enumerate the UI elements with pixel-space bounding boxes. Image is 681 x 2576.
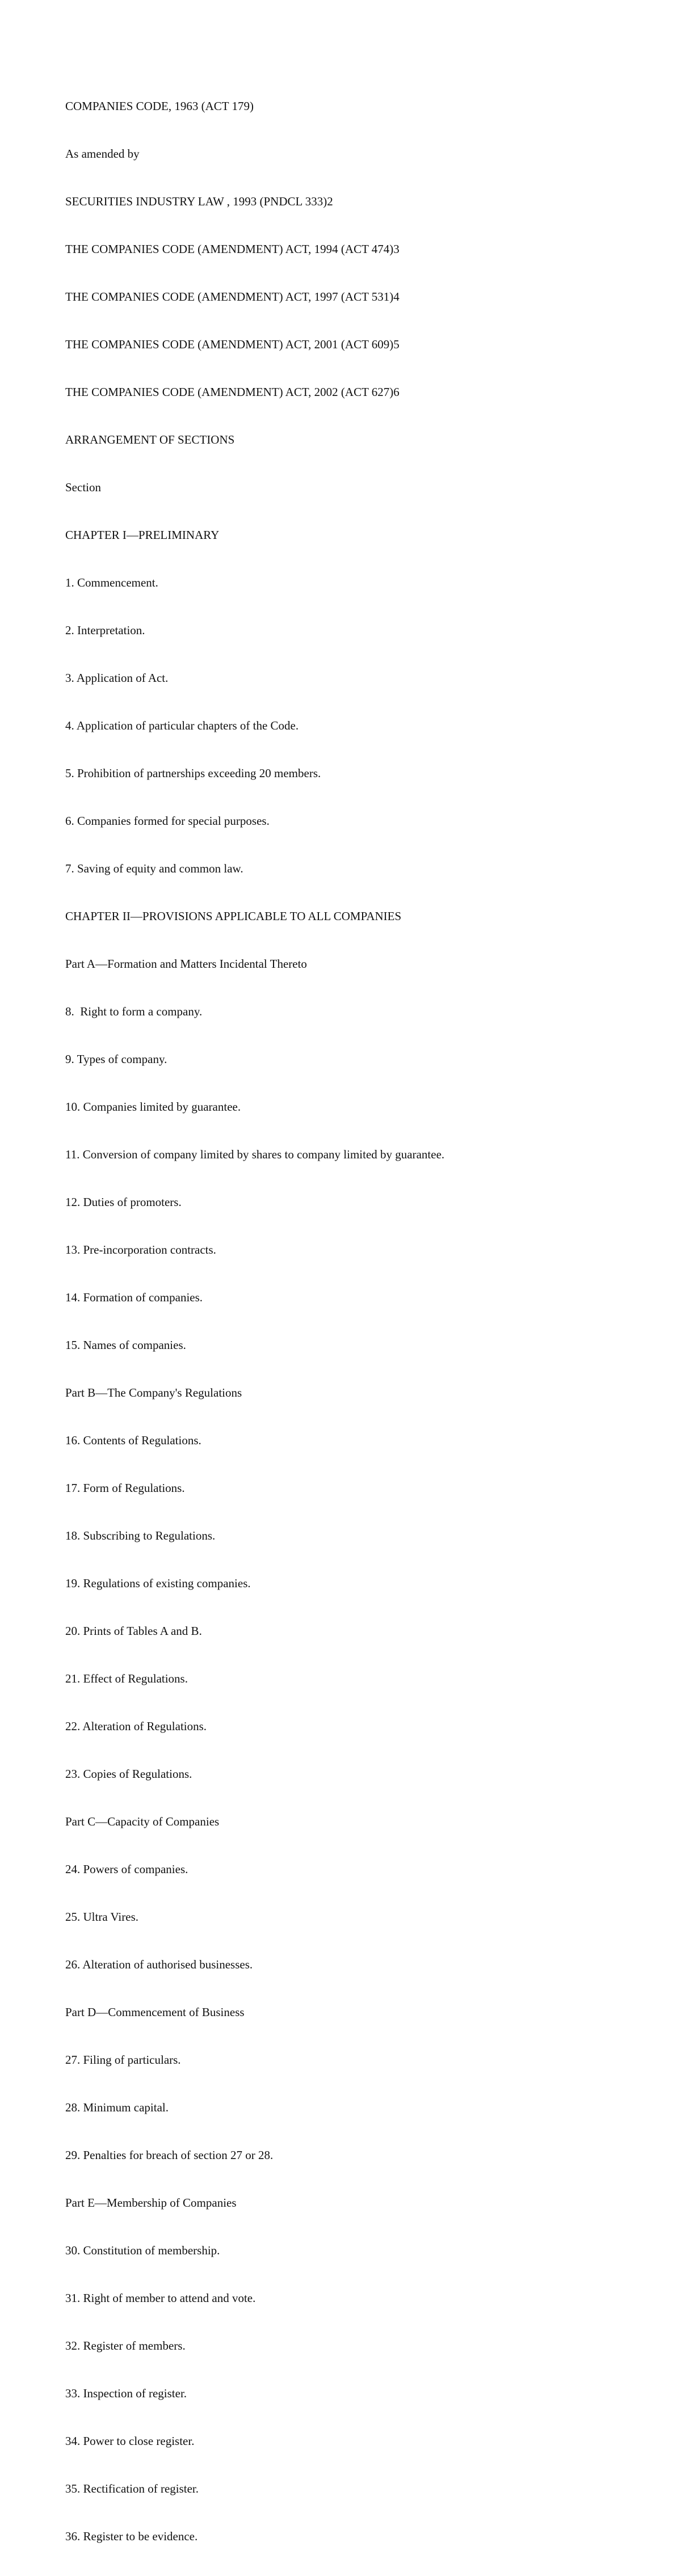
section-entry: 27. Filing of particulars.: [65, 2053, 181, 2067]
section-entry: 31. Right of member to attend and vote.: [65, 2291, 256, 2305]
section-entry: 30. Constitution of membership.: [65, 2244, 220, 2257]
section-entry: 8. Right to form a company.: [65, 1005, 203, 1018]
section-entry: 10. Companies limited by guarantee.: [65, 1100, 241, 1114]
section-entry: 1. Commencement.: [65, 576, 158, 589]
section-entry: 5. Prohibition of partnerships exceeding 20 members.: [65, 766, 321, 780]
section-entry: 6. Companies formed for special purposes.: [65, 814, 270, 828]
document-title: COMPANIES CODE, 1963 (ACT 179): [65, 99, 254, 113]
amendment-line: SECURITIES INDUSTRY LAW , 1993 (PNDCL 333)2: [65, 195, 333, 208]
section-entry: 17. Form of Regulations.: [65, 1481, 185, 1495]
section-entry: 2. Interpretation.: [65, 623, 145, 637]
document-text-lines: [65, 66, 655, 2576]
section-entry: 29. Penalties for breach of section 27 or 28.: [65, 2148, 274, 2162]
section-label: Section: [65, 480, 101, 494]
section-entry: 33. Inspection of register.: [65, 2387, 187, 2400]
section-entry: 36. Register to be evidence.: [65, 2529, 198, 2543]
section-entry: 9. Types of company.: [65, 1052, 167, 1066]
section-entry: 19. Regulations of existing companies.: [65, 1576, 251, 1590]
section-entry: 26. Alteration of authorised businesses.: [65, 1958, 253, 1971]
section-entry: 24. Powers of companies.: [65, 1862, 188, 1876]
section-entry: 20. Prints of Tables A and B.: [65, 1624, 202, 1638]
section-entry: 7. Saving of equity and common law.: [65, 862, 243, 875]
amendment-line: THE COMPANIES CODE (AMENDMENT) ACT, 2002 (ACT 627)6: [65, 385, 400, 399]
section-entry: 15. Names of companies.: [65, 1338, 186, 1352]
section-entry: 14. Formation of companies.: [65, 1291, 203, 1304]
part-heading: Part B—The Company's Regulations: [65, 1386, 242, 1399]
amendment-line: THE COMPANIES CODE (AMENDMENT) ACT, 1994 (ACT 474)3: [65, 242, 400, 256]
section-entry: 28. Minimum capital.: [65, 2101, 169, 2114]
amendment-line: THE COMPANIES CODE (AMENDMENT) ACT, 1997 (ACT 531)4: [65, 290, 400, 303]
chapter-heading: CHAPTER II—PROVISIONS APPLICABLE TO ALL COMPANIES: [65, 909, 402, 923]
chapter-heading: CHAPTER I—PRELIMINARY: [65, 528, 220, 542]
section-entry: 16. Contents of Regulations.: [65, 1434, 201, 1447]
section-entry: 13. Pre-incorporation contracts.: [65, 1243, 216, 1257]
section-entry: 18. Subscribing to Regulations.: [65, 1529, 216, 1542]
section-entry: 34. Power to close register.: [65, 2434, 195, 2448]
amendment-line: THE COMPANIES CODE (AMENDMENT) ACT, 2001 (ACT 609)5: [65, 338, 400, 351]
section-entry: 23. Copies of Regulations.: [65, 1767, 192, 1781]
section-entry: 22. Alteration of Regulations.: [65, 1719, 207, 1733]
section-entry: 3. Application of Act.: [65, 671, 169, 685]
arrangement-heading: ARRANGEMENT OF SECTIONS: [65, 433, 235, 446]
part-heading: Part D—Commencement of Business: [65, 2005, 245, 2019]
section-entry: 21. Effect of Regulations.: [65, 1672, 188, 1685]
amendment-intro: As amended by: [65, 147, 140, 161]
section-entry: 25. Ultra Vires.: [65, 1910, 138, 1924]
section-entry: 35. Rectification of register.: [65, 2482, 199, 2495]
part-heading: Part C—Capacity of Companies: [65, 1815, 220, 1828]
section-entry: 4. Application of particular chapters of the Code.: [65, 719, 299, 732]
section-entry: 11. Conversion of company limited by shares to company limited by guarantee.: [65, 1148, 445, 1161]
part-heading: Part A—Formation and Matters Incidental Thereto: [65, 957, 307, 971]
section-entry: 12. Duties of promoters.: [65, 1195, 182, 1209]
section-entry: 32. Register of members.: [65, 2339, 186, 2352]
part-heading: Part E—Membership of Companies: [65, 2196, 237, 2210]
